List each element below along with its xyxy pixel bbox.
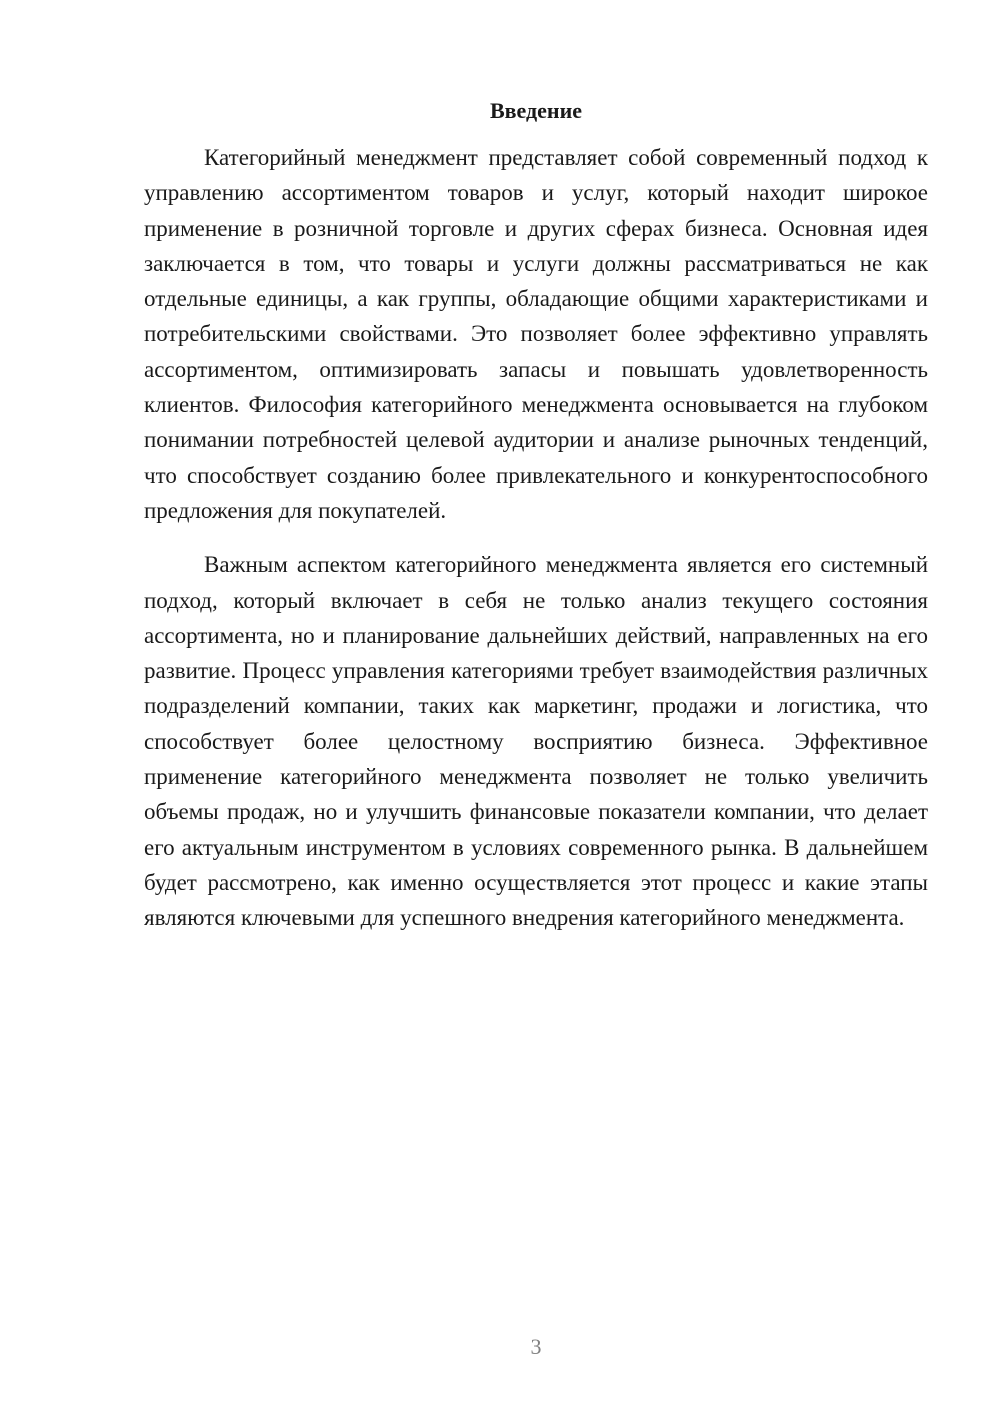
paragraph-1: Категорийный менеджмент представляет собой современный подход к управлению ассортиментом товаров и услуг, который находит широкое применение в розничной торговле и других сферах бизнеса. Основная идея заключается в том, что товары и услуги должны рассматриваться не как отдельные единицы, а как группы, обладающие общими характеристиками и потребительскими свойствами. Это позволяет более эффективно управлять ассортиментом, оптимизировать запасы и повышать удовлетворенность клиентов. Философия категорийного менеджмента основывается на глубоком понимании потребностей целевой аудитории и анализе рыночных тенденций, что способствует созданию более привлекательного и конкурентоспособного предложения для покупателей. <box>144 145 928 523</box>
paragraph-2: Важным аспектом категорийного менеджмента является его системный подход, который включает в себя не только анализ текущего состояния ассортимента, но и планирование дальнейших действий, направленных на его развитие. Процесс управления категориями требует взаимодействия различных подразделений компании, таких как маркетинг, продажи и логистика, что способствует более целостному восприятию бизнеса. Эффективное применение категорийного менеджмента позволяет не только увеличить объемы продаж, но и улучшить финансовые показатели компании, что делает его актуальным инструментом в условиях современного рынка. В дальнейшем будет рассмотрено, как именно осуществляется этот процесс и какие этапы являются ключевыми для успешного внедрения категорийного менеджмента. <box>144 552 928 931</box>
section-heading: Введение <box>489 98 583 123</box>
page-number: 3 <box>530 1334 542 1359</box>
body-text <box>144 140 928 936</box>
